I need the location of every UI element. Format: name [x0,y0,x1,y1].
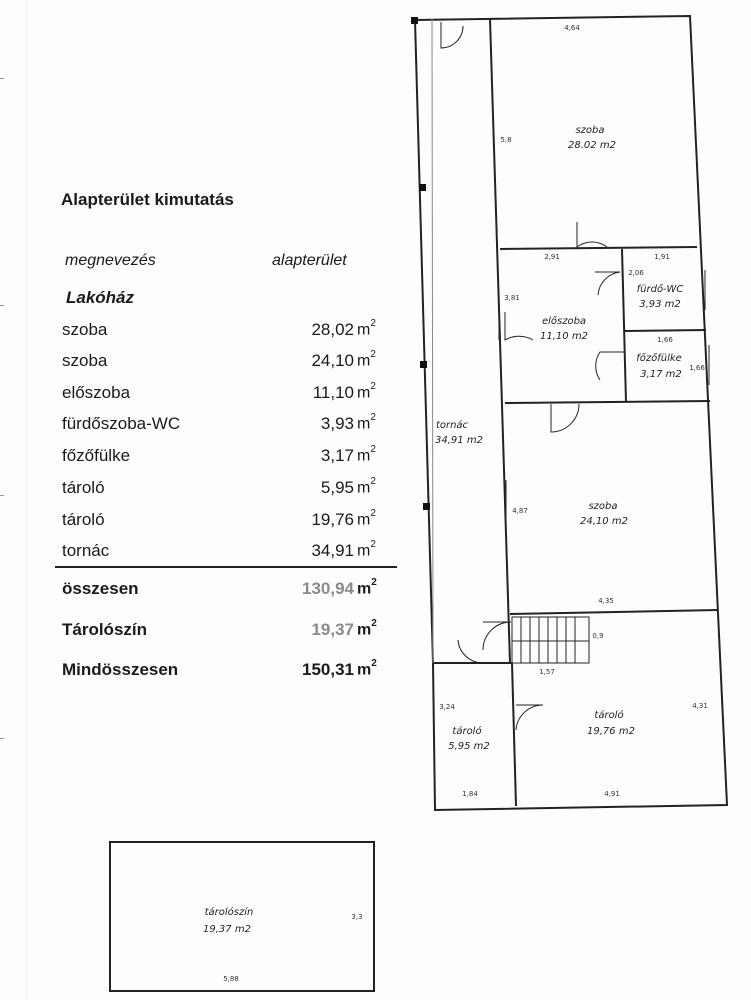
room-area: 3,17 m2 [640,369,682,380]
dimension: 2,91 [544,253,560,261]
row-unit: $m^2$ [357,349,376,370]
total-unit: $m^2$ [357,577,377,598]
dimension: 4,35 [598,597,614,605]
total-value: 19,37 [311,620,354,639]
stairs-icon [512,617,589,663]
dimension: 1,57 [539,668,555,676]
room-area: 24,10 m2 [580,516,628,527]
dimension: 5,88 [223,975,239,983]
dimension: 3,81 [504,294,520,302]
row-value: 24,10 [311,351,354,370]
total-name: Mindösszesen [62,660,179,679]
room-name: tároló [452,726,482,737]
row-name: tároló [62,478,105,497]
row-name: tároló [62,510,105,529]
room-name: szoba [588,501,618,512]
row-name: főzőfülke [62,446,131,465]
total-name: Tárolószín [62,620,148,639]
section-title: Lakóház [66,288,135,307]
room-name: előszoba [541,316,587,327]
dimension-labels [223,24,708,983]
dimension: 0,9 [592,632,604,640]
dimension: 3,24 [439,703,455,711]
total-value: 130,94 [302,579,354,598]
dimension: 1,66 [657,336,673,344]
total-name: összesen [62,579,139,598]
room-name: 11,10 m2 [540,331,588,342]
room-area: 3,93 m2 [639,299,681,310]
room-name: főzőfülke [636,353,682,364]
row-unit: $m^2$ [357,381,376,402]
row-unit: $m^2$ [357,318,376,339]
column-header-area: alapterület [272,252,347,269]
column-header-name: megnevezés [65,252,156,269]
row-unit: $m^2$ [357,444,376,465]
room-area: 5,95 m2 [448,741,490,752]
room-name: tornác [435,420,469,431]
room-area: 28.02 m2 [568,140,616,151]
row-unit: $m^2$ [357,508,376,529]
dimension: 3,3 [351,913,363,921]
row-value: 3,93 [320,414,354,433]
room-area: 34,91 m2 [435,435,483,446]
dimension: 4,87 [512,507,528,515]
row-value: 5,95 [320,478,354,497]
room-area: 19,37 m2 [203,924,251,935]
row-name: szoba [62,351,108,370]
exterior-walls [415,16,727,810]
dimension: 2,06 [628,269,644,277]
dimension: 4,91 [604,790,620,798]
room-name: szoba [575,125,605,136]
room-area: 19,76 m2 [587,726,635,737]
dimension: 1,91 [654,253,670,261]
dimension: 1,66 [689,364,705,372]
row-value: 19,76 [311,510,354,529]
row-name: fürdőszoba-WC [62,414,181,433]
row-unit: $m^2$ [357,476,376,497]
room-name: tárolószín [204,907,254,918]
row-value: 28,02 [311,320,354,339]
window-marks [434,270,709,770]
total-unit: $m^2$ [357,658,377,679]
dimension: 4,64 [564,24,580,32]
dimension: 1,84 [462,790,478,798]
dimension: 4,31 [692,702,708,710]
row-name: szoba [62,320,108,339]
row-value: 34,91 [311,541,354,560]
row-value: 11,10 [312,383,354,402]
total-unit: $m^2$ [357,618,377,639]
room-name: fürdő-WC [636,284,684,295]
room-labels [203,125,683,935]
table-title: Alapterület kimutatás [61,190,234,209]
total-value: 150,31 [302,660,354,679]
row-unit: $m^2$ [357,412,376,433]
room-name: tároló [594,710,624,721]
dimension: 5,8 [500,136,512,144]
row-unit: $m^2$ [357,539,376,560]
row-value: 3,17 [320,446,354,465]
row-name: előszoba [62,383,131,402]
row-name: tornác [62,541,110,560]
